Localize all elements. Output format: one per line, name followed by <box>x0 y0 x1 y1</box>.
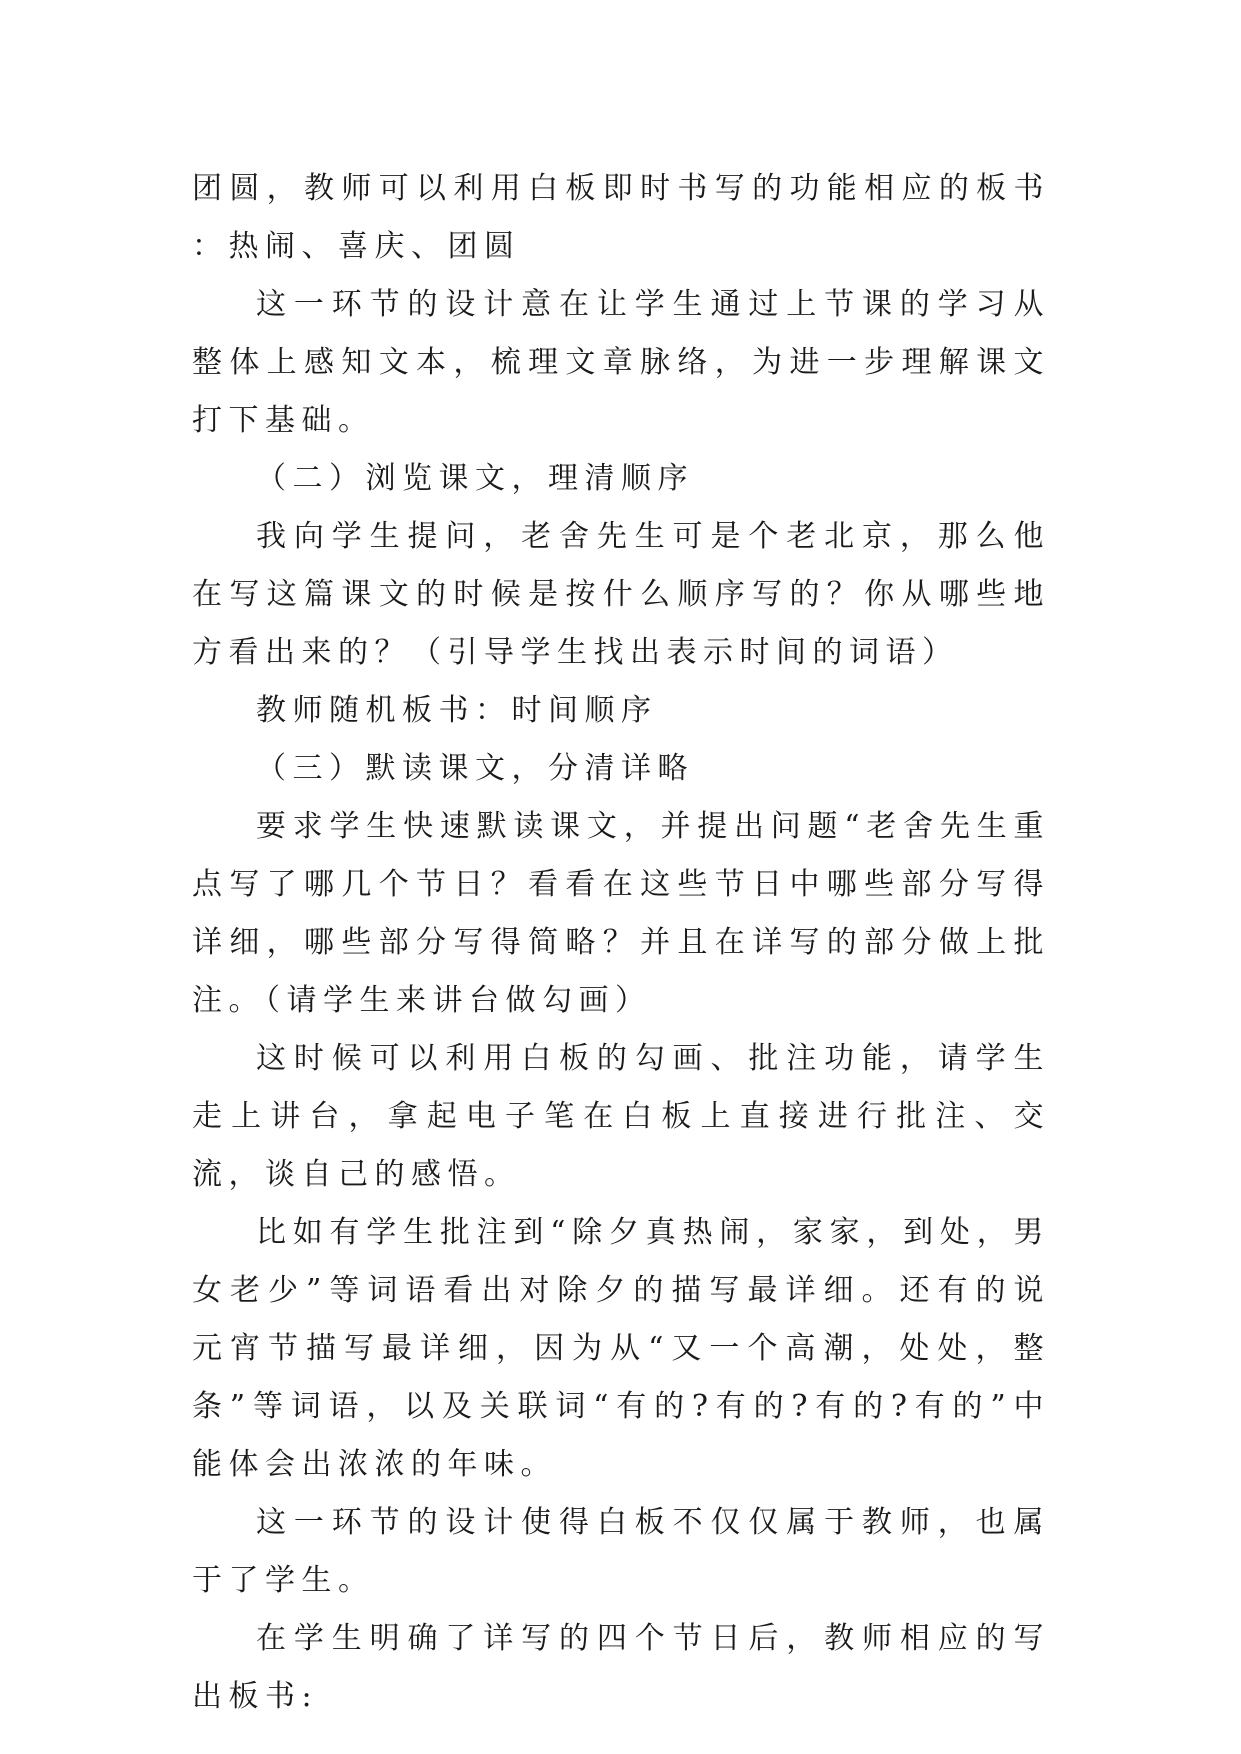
paragraph-continuation: 团圆，教师可以利用白板即时书写的功能相应的板书 ：热闹、喜庆、团圆 <box>192 171 1050 264</box>
section-heading-silent-read: （三）默读课文，分清详略 <box>256 751 694 786</box>
paragraph-whiteboard-annotate: 这时候可以利用白板的勾画、批注功能，请学生走上讲台，拿起电子笔在白板上直接进行批注、交流，谈自己的感悟。 <box>192 1041 1050 1192</box>
document-body <box>192 160 1050 1726</box>
paragraph-board-time-order: 教师随机板书：时间顺序 <box>256 693 658 728</box>
paragraph-board-festivals: 在学生明确了详写的四个节日后，教师相应的写出板书: <box>192 1621 1050 1714</box>
paragraph-design-result: 这一环节的设计使得白板不仅仅属于教师，也属于了学生。 <box>192 1505 1050 1598</box>
paragraph-student-examples: 比如有学生批注到“除夕真热闹，家家，到处，男女老少”等词语看出对除夕的描写最详细。还有的说元宵节描写最详细，因为从“又一个高潮，处处，整条”等词语，以及关联词“有的?有的?有的?有的”中能体会出浓浓的年味。 <box>192 1215 1050 1482</box>
paragraph-question-order: 我向学生提问，老舍先生可是个老北京，那么他在写这篇课文的时候是按什么顺序写的？你从哪些地方看出来的？（引导学生找出表示时间的词语） <box>192 519 1050 670</box>
paragraph-quick-read: 要求学生快速默读课文，并提出问题“老舍先生重点写了哪几个节日？看看在这些节日中哪些部分写得详细，哪些部分写得简略？并且在详写的部分做上批注。（请学生来讲台做勾画） <box>192 809 1050 1018</box>
section-heading-browse: （二）浏览课文，理清顺序 <box>256 461 694 496</box>
paragraph-design-intent: 这一环节的设计意在让学生通过上节课的学习从整体上感知文本，梳理文章脉络，为进一步理解课文打下基础。 <box>192 287 1050 438</box>
